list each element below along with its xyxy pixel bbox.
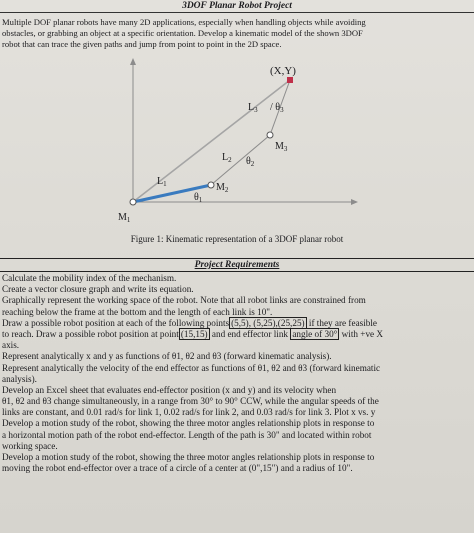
link-2 bbox=[211, 135, 270, 185]
requirement-text: Draw a possible robot position at each of the following points bbox=[2, 317, 230, 328]
label-theta3: / $\theta_3$ bbox=[270, 102, 284, 114]
requirement-line: reaching below the frame at the bottom and the length of each link is 10". bbox=[2, 306, 273, 317]
label-l1: $L_1$ bbox=[157, 176, 167, 188]
intro-line: robot that can trace the given paths and jump from point to point in the 2D space. bbox=[2, 39, 282, 49]
boxed-angle: angle of 30° bbox=[292, 328, 338, 339]
label-m2: $M_2$ bbox=[216, 182, 229, 194]
boxed-point: (15,15) bbox=[180, 328, 208, 339]
end-effector-marker bbox=[287, 77, 293, 83]
label-theta2: $\theta_2$ bbox=[246, 156, 255, 168]
label-m3: $M_3$ bbox=[275, 141, 288, 153]
section-header bbox=[0, 258, 474, 272]
requirement-text: if they are feasible bbox=[306, 317, 377, 328]
requirement-line: Graphically represent the working space of the robot. Note that all robot links are constrained from bbox=[2, 295, 366, 306]
intro-line: obstacles, or grabbing an object at a specific orientation. Develop a kinematic model of the shown 3DOF bbox=[2, 28, 363, 38]
requirement-line: Represent analytically the velocity of the end effector as functions of θ1, θ2 and θ3 (forward kinematic bbox=[2, 362, 381, 373]
label-m1: $M_1$ bbox=[118, 212, 131, 224]
kinematic-diagram bbox=[0, 50, 474, 255]
requirement-line: a horizontal motion path of the robot end-effector. Length of the path is 30" and located within robot bbox=[2, 429, 372, 440]
figure-caption: Figure 1: Kinematic representation of a 3DOF planar robot bbox=[130, 234, 344, 244]
requirement-line: axis. bbox=[2, 340, 20, 351]
requirement-line: links are constant, and 0.01 rad/s for link 1, 0.02 rad/s for link 2, and 0.03 rad/s for link 3. Plot x vs. y bbox=[2, 407, 376, 418]
requirement-text: and end effector link bbox=[209, 328, 291, 339]
requirement-line: Represent analytically x and y as functions of θ1, θ2 and θ3 (forward kinematic analysis). bbox=[2, 351, 332, 362]
requirement-line bbox=[2, 318, 474, 329]
label-theta1: $\theta_1$ bbox=[194, 192, 203, 204]
requirement-line: θ1, θ2 and θ3 change simultaneously, in a range from 30° to 90° CCW, while the angular speeds of the bbox=[2, 396, 379, 407]
section-title-text: Project Requirements bbox=[194, 260, 280, 270]
y-axis-arrow bbox=[130, 58, 136, 65]
intro-paragraph bbox=[2, 17, 470, 50]
label-l2: $L_2$ bbox=[222, 152, 232, 164]
section-title bbox=[0, 259, 474, 271]
requirement-line: analysis). bbox=[2, 373, 37, 384]
requirement-line: moving the robot end-effector over a trace of a circle of a center at (0",15") and a radius of 10". bbox=[2, 463, 353, 474]
requirement-line: Develop a motion study of the robot, showing the three motor angles relationship plots in response to bbox=[2, 452, 375, 462]
requirement-line: working space. bbox=[2, 440, 58, 451]
requirement-text: to reach. Draw a possible robot position at point bbox=[2, 328, 179, 339]
x-axis-arrow bbox=[351, 199, 358, 205]
joint-m1 bbox=[130, 199, 136, 205]
intro-line: Multiple DOF planar robots have many 2D applications, especially when handling objects while avoiding bbox=[2, 17, 366, 27]
robot-figure bbox=[0, 50, 474, 255]
boxed-points: (5,5), (5,25),(25,25) bbox=[231, 317, 305, 328]
end-point-label: (X,Y) bbox=[270, 65, 296, 77]
requirement-line: Develop an Excel sheet that evaluates end-effector position (x and y) and its velocity when bbox=[2, 384, 337, 395]
requirement-text: with +ve X bbox=[339, 328, 384, 339]
requirements-list bbox=[2, 273, 474, 474]
document-title: 3DOF Planar Robot Project bbox=[0, 0, 474, 13]
joint-m3 bbox=[267, 132, 273, 138]
joint-m2 bbox=[208, 182, 214, 188]
requirement-line: Develop a motion study of the robot, showing the three motor angles relationship plots in response to bbox=[2, 418, 375, 429]
requirement-line bbox=[2, 329, 474, 340]
requirement-line: Create a vector closure graph and write its equation. bbox=[2, 284, 194, 295]
label-l3: $L_3$ bbox=[248, 102, 258, 114]
requirement-line: Calculate the mobility index of the mechanism. bbox=[2, 273, 177, 283]
